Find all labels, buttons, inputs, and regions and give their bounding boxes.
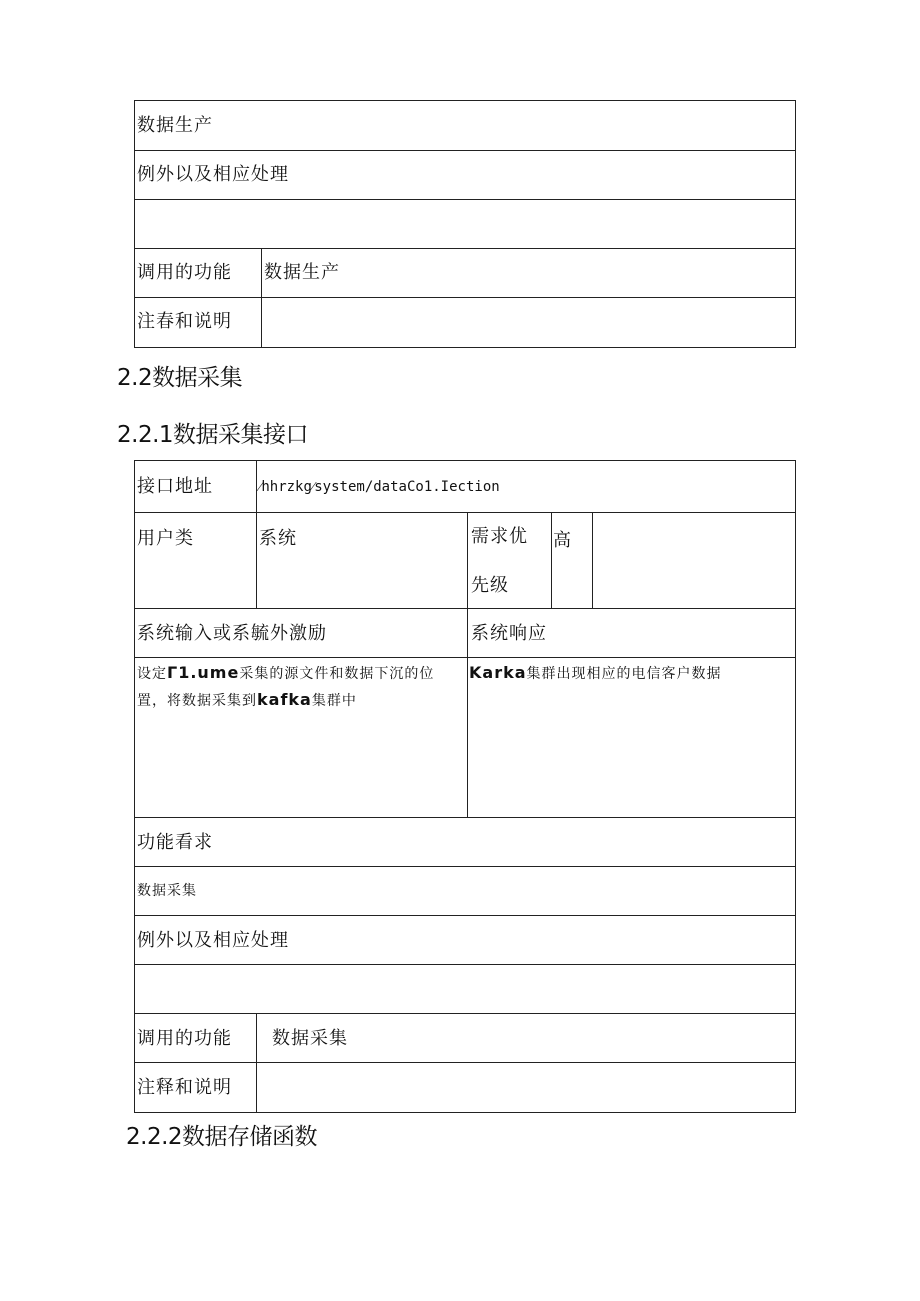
divider (135, 608, 795, 609)
divider (256, 461, 257, 608)
divider (592, 512, 593, 608)
table-data-collection-interface (134, 460, 796, 1113)
divider (135, 199, 795, 200)
called-function-value: 数据采集 (272, 1028, 348, 1049)
divider (135, 297, 795, 298)
priority-label-line1: 需求优 (471, 526, 528, 547)
function-requirement-label: 功能看求 (137, 832, 213, 853)
table-cell-title: 数据生产 (137, 115, 213, 136)
user-type-value: 系统 (259, 528, 297, 549)
divider (551, 512, 552, 608)
divider (135, 817, 795, 818)
divider (135, 1013, 795, 1014)
priority-value: 高 (553, 530, 572, 551)
called-function-value: 数据生产 (264, 262, 340, 283)
interface-address-label: 接口地址 (137, 476, 213, 497)
divider (135, 512, 795, 513)
notes-label: 注春和说明 (137, 311, 232, 332)
divider (256, 1013, 257, 1112)
divider (135, 915, 795, 916)
table-data-production (134, 100, 796, 348)
divider (135, 657, 795, 658)
divider (135, 248, 795, 249)
divider (135, 1062, 795, 1063)
called-function-label: 调用的功能 (137, 1028, 232, 1049)
interface-address-value: ⁄hhrzkg⁄system/dataCo1.Iection (259, 479, 500, 495)
input-text-6: 集群中 (311, 693, 357, 709)
section-heading-2-2-2: 2.2.2数据存储函数 (126, 1124, 318, 1150)
divider (135, 150, 795, 151)
divider (135, 964, 795, 965)
section-heading-2-2: 2.2数据采集 (117, 365, 243, 391)
input-text-1: 设定 (137, 666, 167, 682)
input-text-kafka: kafka (257, 690, 312, 709)
user-type-label: 用户类 (137, 528, 194, 549)
input-text-3: 采集的源文件和数据下沉的位 (239, 666, 435, 682)
exception-label: 例外以及相应处理 (137, 930, 289, 951)
divider (261, 248, 262, 347)
called-function-label: 调用的功能 (137, 262, 232, 283)
system-response-header: 系统响应 (471, 623, 547, 644)
system-input-header: 系统输入或系毓外激励 (137, 623, 327, 644)
response-text-2: 集群出现相应的电信客户数据 (526, 666, 722, 682)
system-response-content (469, 660, 791, 687)
divider (135, 866, 795, 867)
exception-label: 例外以及相应处理 (137, 164, 289, 185)
function-requirement-value: 数据采集 (137, 883, 197, 899)
priority-label-line2: 先级 (471, 575, 509, 596)
divider (467, 512, 468, 817)
system-input-content (137, 660, 463, 714)
input-text-4: 置，将数据采集到 (137, 693, 257, 709)
section-heading-2-2-1: 2.2.1数据采集接口 (117, 422, 309, 448)
response-text-kafka: Karka (469, 663, 527, 682)
input-text-flume: Γ1.ume (167, 663, 240, 682)
notes-label: 注释和说明 (137, 1077, 232, 1098)
